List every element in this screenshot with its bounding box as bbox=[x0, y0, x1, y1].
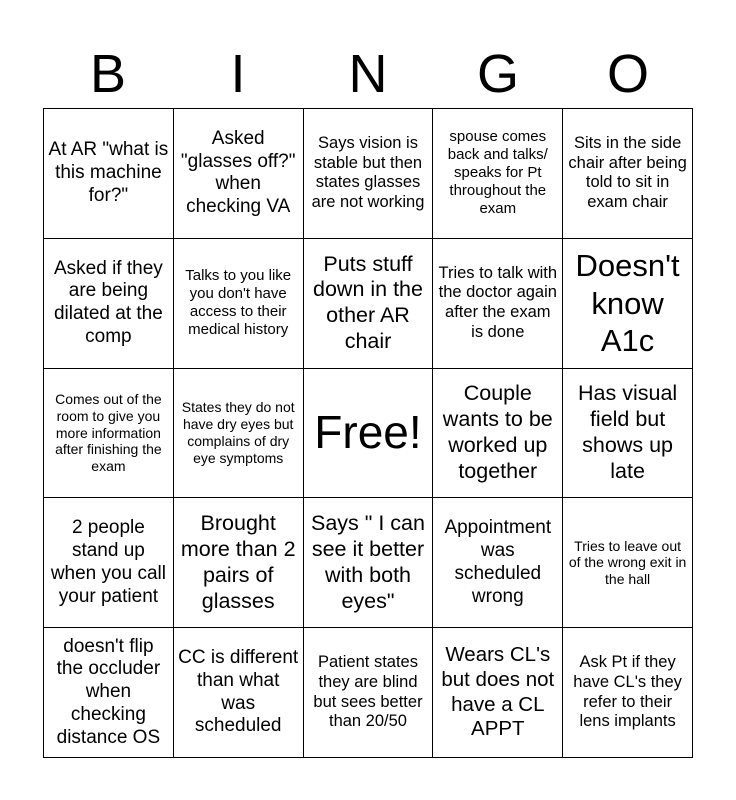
bingo-cell-r1c3[interactable] bbox=[304, 109, 434, 239]
cell-text: Tries to leave out of the wrong exit in the hall bbox=[568, 537, 687, 588]
header-letter-n: N bbox=[348, 44, 388, 104]
bingo-cell-r4c4[interactable] bbox=[433, 498, 563, 628]
bingo-cell-r2c3[interactable] bbox=[304, 239, 434, 369]
header-letter-g: G bbox=[476, 44, 519, 104]
cell-text: Patient states they are blind but sees better than 20/50 bbox=[313, 653, 423, 731]
bingo-board bbox=[43, 108, 693, 758]
cell-text: Wears CL's but does not have a CL APPT bbox=[441, 643, 555, 741]
header-letter-i: I bbox=[230, 44, 246, 104]
cell-text: Comes out of the room to give you more information after finishing the exam bbox=[55, 391, 162, 475]
cell-text: At AR "what is this machine for?" bbox=[48, 139, 169, 206]
bingo-cell-r4c1[interactable] bbox=[44, 498, 174, 628]
cell-text: doesn't flip the occluder when checking distance OS bbox=[56, 635, 161, 748]
bingo-cell-r4c5[interactable] bbox=[563, 498, 693, 628]
bingo-cell-r2c5[interactable] bbox=[563, 239, 693, 369]
bingo-cell-r3c1[interactable] bbox=[44, 369, 174, 499]
cell-text: Asked if they are being dilated at the comp bbox=[53, 257, 163, 347]
cell-text: Couple wants to be worked up together bbox=[442, 381, 553, 483]
bingo-cell-r3c4[interactable] bbox=[433, 369, 563, 499]
bingo-cell-r3c2[interactable] bbox=[174, 369, 304, 499]
cell-text: Sits in the side chair after being told to sit in exam chair bbox=[568, 133, 687, 212]
cell-text: Appointment was scheduled wrong bbox=[444, 517, 552, 607]
bingo-cell-r1c1[interactable] bbox=[44, 109, 174, 239]
bingo-cell-r5c3[interactable] bbox=[304, 628, 434, 758]
bingo-cell-r4c2[interactable] bbox=[174, 498, 304, 628]
cell-text: Puts stuff down in the other AR chair bbox=[313, 251, 423, 353]
bingo-cell-r2c4[interactable] bbox=[433, 239, 563, 369]
bingo-header bbox=[43, 44, 693, 104]
bingo-cell-r5c1[interactable] bbox=[44, 628, 174, 758]
free-space-text: Free! bbox=[314, 406, 422, 459]
bingo-cell-r1c4[interactable] bbox=[433, 109, 563, 239]
cell-text: 2 people stand up when you call your patient bbox=[50, 517, 166, 607]
bingo-cell-r2c2[interactable] bbox=[174, 239, 304, 369]
cell-text: CC is different than what was scheduled bbox=[178, 647, 299, 737]
bingo-cell-free[interactable] bbox=[304, 369, 434, 499]
cell-text: Brought more than 2 pairs of glasses bbox=[180, 511, 296, 613]
bingo-cell-r1c5[interactable] bbox=[563, 109, 693, 239]
header-letter-b: B bbox=[89, 44, 127, 104]
bingo-cell-r1c2[interactable] bbox=[174, 109, 304, 239]
bingo-cell-r4c3[interactable] bbox=[304, 498, 434, 628]
cell-text: Doesn't know A1c bbox=[575, 248, 680, 358]
cell-text: Has visual field but shows up late bbox=[578, 381, 678, 483]
cell-text: Ask Pt if they have CL's they refer to their lens implants bbox=[573, 653, 682, 731]
bingo-cell-r5c4[interactable] bbox=[433, 628, 563, 758]
cell-text: Tries to talk with the doctor again after the exam is done bbox=[438, 263, 558, 341]
bingo-cell-r2c1[interactable] bbox=[44, 239, 174, 369]
bingo-cell-r5c5[interactable] bbox=[563, 628, 693, 758]
cell-text: Talks to you like you don't have access to their medical history bbox=[185, 267, 292, 339]
bingo-cell-r3c5[interactable] bbox=[563, 369, 693, 499]
bingo-cell-r5c2[interactable] bbox=[174, 628, 304, 758]
cell-text: Asked "glasses off?" when checking VA bbox=[180, 127, 296, 218]
cell-text: Says vision is stable but then states glasses are not working bbox=[311, 133, 425, 212]
cell-text: spouse comes back and talks/ speaks for Pt throughout the exam bbox=[447, 128, 548, 218]
cell-text: Says " I can see it better with both eyes" bbox=[310, 511, 425, 613]
cell-text: States they do not have dry eyes but complains of dry eye symptoms bbox=[181, 399, 295, 466]
header-letter-o: O bbox=[606, 44, 649, 104]
